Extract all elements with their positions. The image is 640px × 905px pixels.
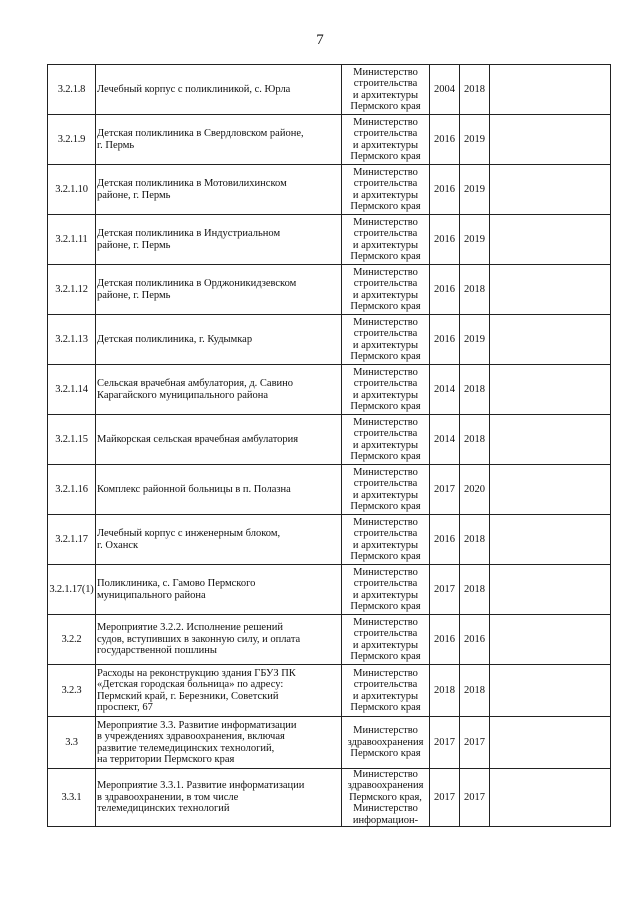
responsible-executor-line: и архитектуры — [352, 389, 419, 401]
end-year-cell: 2018 — [460, 415, 490, 465]
responsible-executor-line: Пермского края — [350, 550, 421, 562]
responsible-executor-line: Министерство — [353, 516, 418, 528]
responsible-executor-line: и архитектуры — [352, 139, 419, 151]
row-number-cell: 3.2.1.13 — [48, 315, 96, 365]
responsible-executor-line: и архитектуры — [352, 339, 419, 351]
responsible-executor-line: строительства — [353, 278, 418, 290]
end-year-cell: 2017 — [460, 717, 490, 769]
start-year-cell: 2018 — [430, 665, 460, 717]
end-year-cell: 2018 — [460, 365, 490, 415]
row-number-cell: 3.2.1.8 — [48, 65, 96, 115]
start-year-cell: 2017 — [430, 769, 460, 827]
start-year-cell: 2014 — [430, 365, 460, 415]
responsible-executor-line: Министерство — [353, 667, 418, 679]
activity-name-line: районе, г. Пермь — [97, 189, 171, 201]
responsible-executor-line: Пермского края — [350, 150, 421, 162]
activity-name-cell — [96, 465, 342, 515]
activity-name-cell — [96, 515, 342, 565]
activity-name-cell — [96, 665, 342, 717]
start-year-cell: 2014 — [430, 415, 460, 465]
start-year-cell: 2017 — [430, 465, 460, 515]
end-year-cell: 2017 — [460, 769, 490, 827]
end-year-cell: 2018 — [460, 565, 490, 615]
responsible-executor-line: Пермского края — [350, 300, 421, 312]
responsible-executor-line: информацион- — [352, 814, 419, 826]
activity-name-line: телемедицинских технологий — [97, 803, 230, 815]
activity-name-line: Детская поликлиника в Свердловском районе, — [97, 128, 304, 140]
activity-name-line: Майкорская сельская врачебная амбулатория — [97, 433, 299, 445]
table-row — [48, 315, 611, 365]
responsible-executor-line: и архитектуры — [352, 639, 419, 651]
activity-name-line: Мероприятие 3.2.2. Исполнение решений — [97, 622, 283, 634]
responsible-executor-line: Министерство — [353, 166, 418, 178]
end-year-cell: 2018 — [460, 515, 490, 565]
results-cell — [490, 465, 611, 515]
row-number-cell: 3.2.1.12 — [48, 265, 96, 315]
table-row — [48, 769, 611, 827]
activity-name-cell — [96, 315, 342, 365]
end-year-cell: 2016 — [460, 615, 490, 665]
start-year-cell: 2017 — [430, 717, 460, 769]
activity-name-line: в учреждениях здравоохранения, включая — [97, 731, 285, 743]
responsible-executor-line: строительства — [353, 628, 418, 640]
activity-name-cell — [96, 215, 342, 265]
activity-name-line: Детская поликлиника в Индустриальном — [97, 228, 281, 240]
activity-name-line: проспект, 67 — [97, 701, 153, 713]
responsible-executor-line: строительства — [353, 128, 418, 140]
activity-name-line: муниципального района — [97, 589, 206, 601]
row-number-cell: 3.2.1.9 — [48, 115, 96, 165]
responsible-executor-line: Министерство — [353, 803, 418, 815]
responsible-executor-line: строительства — [353, 78, 418, 90]
activity-name-cell — [96, 65, 342, 115]
table-row — [48, 65, 611, 115]
row-number-cell: 3.3 — [48, 717, 96, 769]
row-number-cell: 3.3.1 — [48, 769, 96, 827]
responsible-executor-cell — [342, 315, 430, 365]
responsible-executor-cell — [342, 115, 430, 165]
end-year-cell: 2018 — [460, 265, 490, 315]
activity-name-cell — [96, 115, 342, 165]
responsible-executor-line: Пермского края — [350, 400, 421, 412]
results-cell — [490, 717, 611, 769]
activity-name-cell — [96, 615, 342, 665]
activity-name-line: Расходы на реконструкцию здания ГБУЗ ПК — [97, 667, 296, 679]
activity-name-line: развитие телемедицинских технологий, — [97, 742, 275, 754]
activity-name-line: государственной пошлины — [97, 645, 217, 657]
responsible-executor-line: и архитектуры — [352, 189, 419, 201]
responsible-executor-line: Министерство — [353, 116, 418, 128]
results-cell — [490, 565, 611, 615]
activity-name-cell — [96, 717, 342, 769]
results-cell — [490, 769, 611, 827]
results-cell — [490, 615, 611, 665]
end-year-cell: 2019 — [460, 215, 490, 265]
activity-name-line: г. Оханск — [97, 539, 139, 551]
responsible-executor-cell — [342, 65, 430, 115]
start-year-cell: 2016 — [430, 165, 460, 215]
start-year-cell: 2016 — [430, 115, 460, 165]
responsible-executor-cell — [342, 615, 430, 665]
results-cell — [490, 515, 611, 565]
activity-name-cell — [96, 265, 342, 315]
table-row — [48, 365, 611, 415]
activity-name-cell — [96, 365, 342, 415]
start-year-cell: 2004 — [430, 65, 460, 115]
responsible-executor-cell — [342, 465, 430, 515]
responsible-executor-line: Министерство — [353, 366, 418, 378]
row-number-cell: 3.2.1.16 — [48, 465, 96, 515]
responsible-executor-line: Министерство — [353, 769, 418, 780]
responsible-executor-line: Министерство — [353, 316, 418, 328]
end-year-cell: 2018 — [460, 665, 490, 717]
responsible-executor-cell — [342, 415, 430, 465]
table-row — [48, 665, 611, 717]
responsible-executor-line: строительства — [353, 178, 418, 190]
start-year-cell: 2016 — [430, 615, 460, 665]
responsible-executor-line: строительства — [353, 378, 418, 390]
responsible-executor-line: и архитектуры — [352, 489, 419, 501]
results-cell — [490, 365, 611, 415]
responsible-executor-cell — [342, 265, 430, 315]
program-activities-table — [47, 64, 611, 827]
row-number-cell: 3.2.1.10 — [48, 165, 96, 215]
responsible-executor-cell — [342, 215, 430, 265]
activity-name-line: на территории Пермского края — [97, 753, 235, 765]
activity-name-line: Мероприятие 3.3. Развитие информатизации — [97, 719, 297, 731]
activity-name-line: в здравоохранении, в том числе — [97, 791, 239, 803]
responsible-executor-cell — [342, 365, 430, 415]
activity-name-line: Комплекс районной больницы в п. Полазна — [97, 483, 291, 495]
activity-name-cell — [96, 565, 342, 615]
page-number: 7 — [316, 32, 324, 48]
responsible-executor-line: строительства — [353, 679, 418, 691]
activity-name-line: районе, г. Пермь — [97, 239, 171, 251]
activity-name-line: Детская поликлиника в Мотовилихинском — [97, 178, 287, 190]
responsible-executor-cell — [342, 665, 430, 717]
results-cell — [490, 65, 611, 115]
start-year-cell: 2017 — [430, 565, 460, 615]
responsible-executor-line: строительства — [353, 578, 418, 590]
row-number-cell: 3.2.3 — [48, 665, 96, 717]
responsible-executor-line: Пермского края — [350, 250, 421, 262]
start-year-cell: 2016 — [430, 215, 460, 265]
responsible-executor-line: и архитектуры — [352, 89, 419, 101]
row-number-cell: 3.2.2 — [48, 615, 96, 665]
responsible-executor-line: строительства — [353, 428, 418, 440]
row-number-cell: 3.2.1.17(1) — [48, 565, 96, 615]
responsible-executor-line: Министерство — [353, 66, 418, 78]
results-cell — [490, 165, 611, 215]
responsible-executor-line: Пермского края — [350, 701, 421, 713]
activity-name-line: Лечебный корпус с инженерным блоком, — [97, 528, 281, 540]
activity-name-line: Детская поликлиника, г. Кудымкар — [97, 333, 253, 345]
responsible-executor-line: строительства — [353, 528, 418, 540]
activity-name-cell — [96, 165, 342, 215]
row-number-cell: 3.2.1.11 — [48, 215, 96, 265]
activity-name-cell — [96, 769, 342, 827]
responsible-executor-line: Пермского края — [350, 450, 421, 462]
responsible-executor-line: Пермского края — [350, 200, 421, 212]
responsible-executor-line: здравоохранения — [347, 736, 424, 748]
activity-name-line: Сельская врачебная амбулатория, д. Савино — [97, 378, 294, 390]
results-cell — [490, 315, 611, 365]
results-cell — [490, 415, 611, 465]
activity-name-line: Детская поликлиника в Орджоникидзевском — [97, 278, 297, 290]
results-cell — [490, 215, 611, 265]
activity-name-line: Пермский край, г. Березники, Советский — [97, 690, 279, 702]
responsible-executor-line: Министерство — [353, 725, 418, 737]
responsible-executor-cell — [342, 515, 430, 565]
responsible-executor-line: Пермского края, — [349, 791, 422, 803]
responsible-executor-line: и архитектуры — [352, 690, 419, 702]
end-year-cell: 2019 — [460, 315, 490, 365]
responsible-executor-line: Пермского края — [350, 600, 421, 612]
responsible-executor-cell — [342, 769, 430, 827]
activity-name-line: Лечебный корпус с поликлиникой, с. Юрла — [97, 83, 291, 95]
responsible-executor-line: Министерство — [353, 616, 418, 628]
start-year-cell: 2016 — [430, 315, 460, 365]
start-year-cell: 2016 — [430, 515, 460, 565]
table-row — [48, 515, 611, 565]
responsible-executor-line: и архитектуры — [352, 589, 419, 601]
start-year-cell: 2016 — [430, 265, 460, 315]
activity-name-cell — [96, 415, 342, 465]
table-row — [48, 717, 611, 769]
responsible-executor-line: Пермского края — [350, 748, 421, 760]
responsible-executor-line: здравоохранения — [347, 780, 424, 792]
results-cell — [490, 265, 611, 315]
row-number-cell: 3.2.1.15 — [48, 415, 96, 465]
activity-name-line: «Детская городская больница» по адресу: — [97, 679, 284, 691]
end-year-cell: 2019 — [460, 165, 490, 215]
activity-name-line: Поликлиника, с. Гамово Пермского — [97, 578, 256, 590]
activity-name-line: Мероприятие 3.3.1. Развитие информатизации — [97, 780, 305, 792]
activity-name-line: районе, г. Пермь — [97, 289, 171, 301]
responsible-executor-cell — [342, 165, 430, 215]
table-row — [48, 165, 611, 215]
table-row — [48, 415, 611, 465]
table-row — [48, 265, 611, 315]
responsible-executor-line: строительства — [353, 478, 418, 490]
results-cell — [490, 115, 611, 165]
responsible-executor-line: Министерство — [353, 416, 418, 428]
responsible-executor-line: и архитектуры — [352, 289, 419, 301]
responsible-executor-line: Пермского края — [350, 100, 421, 112]
table-row — [48, 615, 611, 665]
row-number-cell: 3.2.1.14 — [48, 365, 96, 415]
table-row — [48, 115, 611, 165]
responsible-executor-line: Министерство — [353, 216, 418, 228]
responsible-executor-cell — [342, 717, 430, 769]
table-row — [48, 465, 611, 515]
responsible-executor-line: Министерство — [353, 266, 418, 278]
responsible-executor-line: Министерство — [353, 466, 418, 478]
end-year-cell: 2019 — [460, 115, 490, 165]
end-year-cell: 2018 — [460, 65, 490, 115]
responsible-executor-line: и архитектуры — [352, 539, 419, 551]
results-cell — [490, 665, 611, 717]
activity-name-line: судов, вступивших в законную силу, и оплата — [97, 633, 301, 645]
responsible-executor-line: Пермского края — [350, 350, 421, 362]
responsible-executor-line: Пермского края — [350, 500, 421, 512]
responsible-executor-cell — [342, 565, 430, 615]
responsible-executor-line: и архитектуры — [352, 239, 419, 251]
table-row — [48, 565, 611, 615]
responsible-executor-line: Пермского края — [350, 650, 421, 662]
table-row — [48, 215, 611, 265]
responsible-executor-line: и архитектуры — [352, 439, 419, 451]
end-year-cell: 2020 — [460, 465, 490, 515]
row-number-cell: 3.2.1.17 — [48, 515, 96, 565]
responsible-executor-line: Министерство — [353, 566, 418, 578]
activity-name-line: г. Пермь — [97, 139, 135, 151]
activity-name-line: Карагайского муниципального района — [97, 389, 269, 401]
responsible-executor-line: строительства — [353, 228, 418, 240]
responsible-executor-line: строительства — [353, 328, 418, 340]
